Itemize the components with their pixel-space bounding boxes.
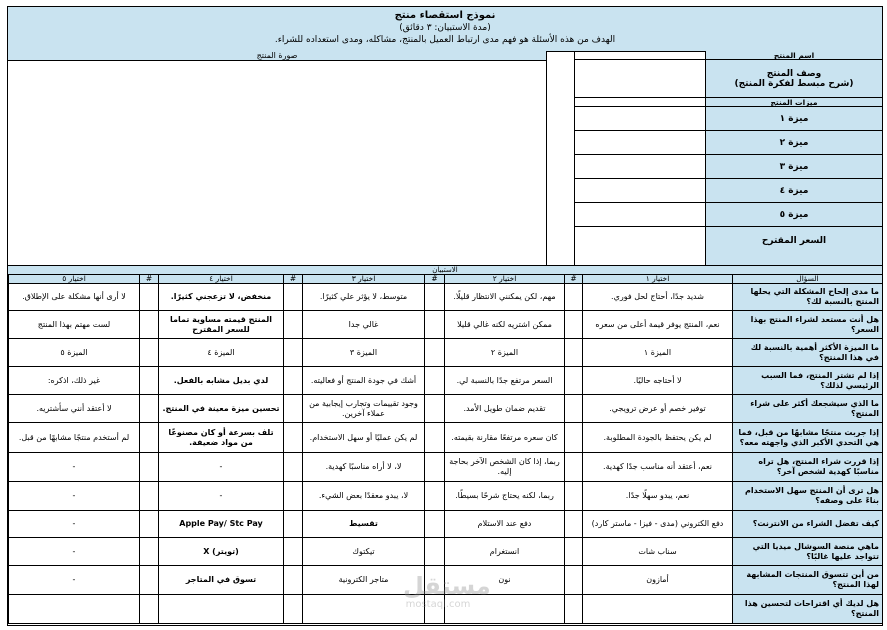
mark-cell-1[interactable] xyxy=(565,538,583,566)
feature-4-value[interactable] xyxy=(575,179,705,203)
product-features-label: ميزات المنتج xyxy=(706,98,882,107)
mark-cell-2[interactable] xyxy=(425,511,445,538)
mark-cell-4[interactable] xyxy=(140,367,159,395)
mark-cell-1[interactable] xyxy=(565,566,583,595)
option-3-cell[interactable]: تيكتوك xyxy=(303,538,425,566)
mark-cell-3[interactable] xyxy=(284,367,303,395)
option-4-cell[interactable]: المنتج قيمته مساوية تماما للسعر المقترح xyxy=(159,311,284,339)
feature-2-label: ميزة ٢ xyxy=(706,131,882,155)
form-header xyxy=(8,7,882,52)
price-label: السعر المقترح xyxy=(761,236,827,246)
option-3-cell[interactable]: لا، يبدو معقدًا بعض الشيء. xyxy=(303,482,425,511)
option-3-cell[interactable]: لا، لا أراه مناسبًا كهدية. xyxy=(303,453,425,482)
survey-row xyxy=(9,511,883,538)
option-2-cell[interactable]: مهم، لكن يمكنني الانتظار قليلًا. xyxy=(445,284,565,311)
product-section xyxy=(8,51,882,265)
option-5-cell[interactable]: - xyxy=(9,482,140,511)
mark-cell-1[interactable] xyxy=(565,284,583,311)
mark-cell-2[interactable] xyxy=(425,284,445,311)
mark-cell-1[interactable] xyxy=(565,311,583,339)
mark-cell-4[interactable] xyxy=(140,511,159,538)
mark-cell-1[interactable] xyxy=(565,423,583,453)
price-value[interactable] xyxy=(575,227,705,255)
question-cell: ما مدى إلحاح المشكلة التي يحلها المنتج بالنسبة لك؟ xyxy=(733,284,883,311)
form-title: نموذج استقصاء منتج xyxy=(394,10,496,21)
question-cell: ما الميزة الأكثر أهمية بالنسبة لك في هذا المنتج؟ xyxy=(733,339,883,367)
option-3-cell[interactable]: لم يكن عمليًا أو سهل الاستخدام. xyxy=(303,423,425,453)
mark-cell-4[interactable] xyxy=(140,395,159,423)
col-hash-4: # xyxy=(140,275,159,284)
mark-cell-4[interactable] xyxy=(140,595,159,624)
feature-5-label: ميزة ٥ xyxy=(706,203,882,227)
mark-cell-2[interactable] xyxy=(425,395,445,423)
mark-cell-3[interactable] xyxy=(284,311,303,339)
option-5-cell[interactable]: - xyxy=(9,566,140,595)
mark-cell-2[interactable] xyxy=(425,423,445,453)
mark-cell-1[interactable] xyxy=(565,595,583,624)
mark-cell-4[interactable] xyxy=(140,311,159,339)
mark-cell-4[interactable] xyxy=(140,566,159,595)
survey-row xyxy=(9,395,883,423)
question-cell: من أين تتسوق المنتجات المشابهة لهذا المنتج؟ xyxy=(733,566,883,595)
mark-cell-3[interactable] xyxy=(284,511,303,538)
option-1-cell[interactable]: نعم، أعتقد أنه مناسب جدًا كهدية. xyxy=(583,453,733,482)
option-4-cell[interactable]: (تويتر) X xyxy=(159,538,284,566)
mark-cell-2[interactable] xyxy=(425,311,445,339)
survey-row xyxy=(9,284,883,311)
mark-cell-3[interactable] xyxy=(284,566,303,595)
question-cell: إذا لم تشتر المنتج، فما السبب الرئيسي لذلك؟ xyxy=(733,367,883,395)
question-cell: إذا جربت منتجًا مشابهًا من قبل، فما هي التحدي الأكبر الذي واجهته معه؟ xyxy=(733,423,883,453)
col-opt1: اختيار ١ xyxy=(583,275,733,284)
mostaql-watermark xyxy=(403,572,491,619)
feature-3-value[interactable] xyxy=(575,155,705,179)
survey-row xyxy=(9,482,883,511)
question-cell: كيف تفضل الشراء من الانترنت؟ xyxy=(733,511,883,538)
option-1-cell[interactable]: لا أحتاجه حاليًا. xyxy=(583,367,733,395)
survey-row xyxy=(9,453,883,482)
mark-cell-3[interactable] xyxy=(284,284,303,311)
product-desc-value[interactable] xyxy=(575,60,705,98)
option-5-cell[interactable]: غير ذلك، اذكره: xyxy=(9,367,140,395)
option-1-cell[interactable]: نعم، يبدو سهلًا جدًا. xyxy=(583,482,733,511)
option-2-cell[interactable]: الميزة ٢ xyxy=(445,339,565,367)
question-cell: هل ترى أن المنتج سهل الاستخدام بناءً على وصفه؟ xyxy=(733,482,883,511)
col-hash-2: # xyxy=(425,275,445,284)
feature-2-value[interactable] xyxy=(575,131,705,155)
option-2-cell[interactable]: ربما، إذا كان الشخص الآخر بحاجة إليه. xyxy=(445,453,565,482)
option-5-cell[interactable]: - xyxy=(9,453,140,482)
mark-cell-1[interactable] xyxy=(565,511,583,538)
option-5-cell[interactable]: لا أعتقد أنني سأشتريه. xyxy=(9,395,140,423)
option-5-cell[interactable]: لم أستخدم منتجًا مشابهًا من قبل. xyxy=(9,423,140,453)
option-5-cell[interactable]: - xyxy=(9,511,140,538)
option-2-cell[interactable]: تقديم ضمان طويل الأمد. xyxy=(445,395,565,423)
col-opt5: اختيار ٥ xyxy=(9,275,140,284)
mark-cell-2[interactable] xyxy=(425,482,445,511)
option-2-cell[interactable]: نون xyxy=(445,566,565,595)
option-5-cell[interactable]: - xyxy=(9,538,140,566)
mark-cell-4[interactable] xyxy=(140,284,159,311)
option-4-cell[interactable]: Apple Pay/ Stc Pay xyxy=(159,511,284,538)
option-5-cell[interactable]: لست مهتم بهذا المنتج xyxy=(9,311,140,339)
option-4-cell[interactable]: الميزة ٤ xyxy=(159,339,284,367)
option-3-cell[interactable]: أشك في جودة المنتج أو فعاليته. xyxy=(303,367,425,395)
mark-cell-2[interactable] xyxy=(425,367,445,395)
survey-sheet xyxy=(7,6,883,626)
mark-cell-4[interactable] xyxy=(140,423,159,453)
option-1-cell[interactable]: أمازون xyxy=(583,566,733,595)
survey-row xyxy=(9,538,883,566)
survey-header-row xyxy=(9,275,883,284)
product-name-value[interactable] xyxy=(575,51,705,60)
option-1-cell[interactable]: شديد جدًا، أحتاج لحل فوري. xyxy=(583,284,733,311)
question-cell: ماهي منصة السوشال ميديا التي تتواجد عليها غالبًا؟ xyxy=(733,538,883,566)
question-cell: إذا قررت شراء المنتج، هل تراه مناسبًا كهدية لشخص آخر؟ xyxy=(733,453,883,482)
question-cell: هل أنت مستعد لشراء المنتج بهذا السعر؟ xyxy=(733,311,883,339)
feature-4-label: ميزة ٤ xyxy=(706,179,882,203)
option-2-cell[interactable]: دفع عند الاستلام xyxy=(445,511,565,538)
col-opt3: اختيار ٣ xyxy=(303,275,425,284)
option-1-cell[interactable]: نعم، المنتج يوفر قيمة أعلى من سعره xyxy=(583,311,733,339)
mark-cell-2[interactable] xyxy=(425,453,445,482)
option-4-cell[interactable]: - xyxy=(159,482,284,511)
mark-cell-2[interactable] xyxy=(425,538,445,566)
mark-cell-4[interactable] xyxy=(140,482,159,511)
mark-cell-3[interactable] xyxy=(284,482,303,511)
question-cell: ما الذي سيشجعك أكثر على شراء المنتج؟ xyxy=(733,395,883,423)
mark-cell-3[interactable] xyxy=(284,453,303,482)
option-3-cell[interactable]: تقسيط xyxy=(303,511,425,538)
option-3-cell[interactable]: متاجر الكترونية xyxy=(303,566,425,595)
option-3-cell[interactable]: غالي جدا xyxy=(303,311,425,339)
product-image-label: صورة المنتج xyxy=(8,51,546,61)
survey-row xyxy=(9,423,883,453)
survey-row xyxy=(9,367,883,395)
mark-cell-3[interactable] xyxy=(284,595,303,624)
option-2-cell[interactable]: ممكن اشتريه لكنه غالي قليلا xyxy=(445,311,565,339)
option-5-cell[interactable]: لا أرى أنها مشكلة على الإطلاق. xyxy=(9,284,140,311)
mark-cell-1[interactable] xyxy=(565,453,583,482)
option-5-cell[interactable] xyxy=(9,595,140,624)
product-desc-label: وصف المنتج (شرح مبسط لفكرة المنتج) xyxy=(706,60,882,98)
option-4-cell[interactable]: - xyxy=(159,453,284,482)
col-hash-3: # xyxy=(284,275,303,284)
option-4-cell[interactable]: تلف بسرعة أو كان مصنوعًا من مواد ضعيفة. xyxy=(159,423,284,453)
mark-cell-1[interactable] xyxy=(565,339,583,367)
mark-cell-3[interactable] xyxy=(284,395,303,423)
option-3-cell[interactable]: الميزة ٣ xyxy=(303,339,425,367)
option-2-cell[interactable]: انستغرام xyxy=(445,538,565,566)
option-4-cell[interactable]: لدي بديل مشابه بالفعل. xyxy=(159,367,284,395)
survey-section-label: الاستبيان xyxy=(8,265,882,275)
option-3-cell[interactable]: متوسط، لا يؤثر علي كثيرًا. xyxy=(303,284,425,311)
col-opt2: اختيار ٢ xyxy=(445,275,565,284)
option-1-cell[interactable]: سناب شات xyxy=(583,538,733,566)
option-4-cell[interactable]: تسوق في المتاجر xyxy=(159,566,284,595)
survey-row xyxy=(9,311,883,339)
col-question: السؤال xyxy=(733,275,883,284)
product-name-label: اسم المنتج xyxy=(706,51,882,60)
option-4-cell[interactable]: منخفض، لا تزعجني كثيرًا. xyxy=(159,284,284,311)
mark-cell-1[interactable] xyxy=(565,482,583,511)
option-1-cell[interactable]: لم يكن يحتفظ بالجودة المطلوبة. xyxy=(583,423,733,453)
feature-1-label: ميزة ١ xyxy=(706,107,882,131)
option-2-cell[interactable]: كان سعره مرتفعًا مقارنة بقيمته. xyxy=(445,423,565,453)
mark-cell-4[interactable] xyxy=(140,538,159,566)
mark-cell-4[interactable] xyxy=(140,339,159,367)
option-4-cell[interactable]: تحسين ميزة معينة في المنتج. xyxy=(159,395,284,423)
feature-5-value[interactable] xyxy=(575,203,705,227)
option-2-cell[interactable]: ربما، لكنه يحتاج شرحًا بسيطًا. xyxy=(445,482,565,511)
form-duration: (مدة الاستبيان: ٣ دقائق) xyxy=(399,23,491,33)
option-4-cell[interactable] xyxy=(159,595,284,624)
watermark-arabic: مستقل xyxy=(403,572,491,600)
col-hash-1: # xyxy=(565,275,583,284)
option-1-cell[interactable]: دفع الكتروني (مدى - فيزا - ماستر كارد) xyxy=(583,511,733,538)
product-values-column xyxy=(575,51,706,265)
col-opt4: اختيار ٤ xyxy=(159,275,284,284)
mark-cell-3[interactable] xyxy=(284,538,303,566)
product-features-header-value xyxy=(575,98,705,107)
mark-cell-1[interactable] xyxy=(565,367,583,395)
mark-cell-2[interactable] xyxy=(425,339,445,367)
watermark-latin: mostaql.com xyxy=(405,599,471,610)
spacer-column xyxy=(547,51,575,265)
option-1-cell[interactable]: الميزة ١ xyxy=(583,339,733,367)
mark-cell-4[interactable] xyxy=(140,453,159,482)
form-goal: الهدف من هذه الأسئلة هو فهم مدى ارتباط العميل بالمنتج، مشاكله، ومدى استعداده للشراء. xyxy=(274,35,616,45)
option-3-cell[interactable]: وجود تقييمات وتجارب إيجابية من عملاء آخرين. xyxy=(303,395,425,423)
product-image-box[interactable] xyxy=(8,51,547,265)
mark-cell-3[interactable] xyxy=(284,339,303,367)
option-2-cell[interactable]: السعر مرتفع جدًا بالنسبة لي. xyxy=(445,367,565,395)
option-1-cell[interactable]: توفير خصم أو عرض ترويجي. xyxy=(583,395,733,423)
mark-cell-3[interactable] xyxy=(284,423,303,453)
product-labels-column xyxy=(706,51,882,265)
question-cell: هل لديك أي اقتراحات لتحسين هذا المنتج؟ xyxy=(733,595,883,624)
mark-cell-1[interactable] xyxy=(565,395,583,423)
survey-row xyxy=(9,339,883,367)
option-1-cell[interactable] xyxy=(583,595,733,624)
option-5-cell[interactable]: الميزة ٥ xyxy=(9,339,140,367)
feature-1-value[interactable] xyxy=(575,107,705,131)
feature-3-label: ميزة ٣ xyxy=(706,155,882,179)
